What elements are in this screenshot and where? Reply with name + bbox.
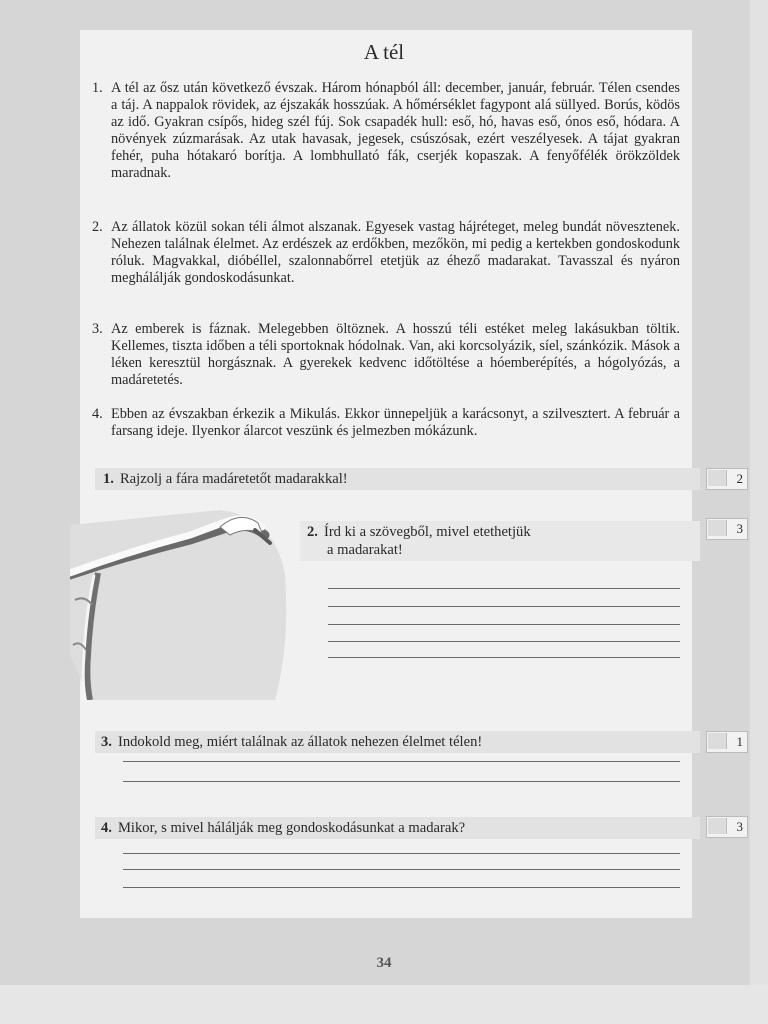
answer-line[interactable] <box>123 781 680 782</box>
task-number: 2. <box>307 524 318 540</box>
answer-line[interactable] <box>123 761 680 762</box>
task-text: Rajzolj a fára madáretetőt madarakkal! <box>119 471 348 487</box>
snowy-branch-illustration <box>70 505 295 700</box>
score-input[interactable] <box>708 520 727 536</box>
max-points: 1 <box>736 734 743 749</box>
task-number: 3. <box>101 734 112 750</box>
paragraph-2 <box>92 219 680 287</box>
paragraph-text: Az állatok közül sokan téli álmot alszanak. Egyesek vastag hájréteget, meleg bundát növesztenek. Nehezen találnak élelmet. Az erdészek az erdőkben, mezőkön, mi pedig a kertekben gondoskodunk róluk. Magvakkal, dióbéllel, szalonnabőrrel etetjük az éhező madarakat. Tavasszal és nyáron meghálálják gondoskodásunkat. <box>111 219 680 287</box>
paragraph-text: Az emberek is fáznak. Melegebben öltöznek. A hosszú téli estéket meleg lakásukban töltik. Kellemes, tiszta időben a téli sportoknak hódolnak. Van, aki korcsolyázik, síel, szánkózik. Mások a léken keresztül horgásznak. A gyerekek kedvenc időtöltése a hóemberépítés, a hógolyózás, a madáretetés. <box>111 321 680 389</box>
score-box-3[interactable] <box>706 731 748 753</box>
paragraph-text: A tél az ősz után következő évszak. Három hónapból áll: december, január, február. Télen csendes a táj. A nappalok rövidek, az éjszakák hosszúak. A hőmérséklet fagypont alá süllyed. Borús, ködös az idő. Gyakran csípős, hideg szél fúj. Sok csapadék hull: eső, hó, havas eső, ónos eső, hódara. A növények zúzmarásak. Az utak havasak, jegesek, csúszósak, ezért veszélyesek. A tájat gyakran fehér, puha hótakaró borítja. A lombhullató fák, cserjék kopaszak. A fenyőfélék örökzöldek maradnak. <box>111 80 680 182</box>
paragraph-number: 3. <box>92 321 103 337</box>
answer-line[interactable] <box>123 853 680 854</box>
page-title: A tél <box>363 40 405 64</box>
answer-line[interactable] <box>328 606 680 607</box>
task-number: 1. <box>103 471 114 487</box>
answer-line[interactable] <box>328 624 680 625</box>
score-input[interactable] <box>708 733 727 749</box>
task-4 <box>101 819 465 837</box>
score-box-4[interactable] <box>706 816 748 838</box>
paragraph-3 <box>92 321 680 389</box>
paragraph-4 <box>92 406 680 440</box>
task-text-line-1: Írd ki a szövegből, mivel etethetjük <box>323 524 531 540</box>
paragraph-text: Ebben az évszakban érkezik a Mikulás. Ekkor ünnepeljük a karácsonyt, a szilvesztert. A február a farsang ideje. Ilyenkor álarcot veszünk és jelmezben mókázunk. <box>111 406 680 440</box>
answer-line[interactable] <box>123 869 680 870</box>
page-number: 34 <box>376 955 392 971</box>
max-points: 2 <box>736 471 743 486</box>
task-3 <box>101 733 482 751</box>
paragraph-number: 4. <box>92 406 103 422</box>
task-number: 4. <box>101 820 112 836</box>
scan-bottom-margin <box>0 985 768 1024</box>
score-box-2[interactable] <box>706 518 748 540</box>
max-points: 3 <box>736 819 743 834</box>
max-points: 3 <box>736 521 743 536</box>
task-text: Mikor, s mivel hálálják meg gondoskodásunkat a madarak? <box>117 820 466 836</box>
paragraph-1 <box>92 80 680 183</box>
score-input[interactable] <box>708 470 727 486</box>
answer-line[interactable] <box>123 887 680 888</box>
paragraph-number: 2. <box>92 219 103 235</box>
task-text-line-2: a madarakat! <box>327 542 403 558</box>
score-box-1[interactable] <box>706 468 748 490</box>
answer-line[interactable] <box>328 657 680 658</box>
paragraph-number: 1. <box>92 80 103 96</box>
task-1 <box>103 470 348 488</box>
answer-line[interactable] <box>328 588 680 589</box>
answer-line[interactable] <box>328 641 680 642</box>
task-2 <box>307 523 531 559</box>
task-text: Indokold meg, miért találnak az állatok nehezen élelmet télen! <box>117 734 483 750</box>
score-input[interactable] <box>708 818 727 834</box>
page-edge <box>750 0 768 1024</box>
